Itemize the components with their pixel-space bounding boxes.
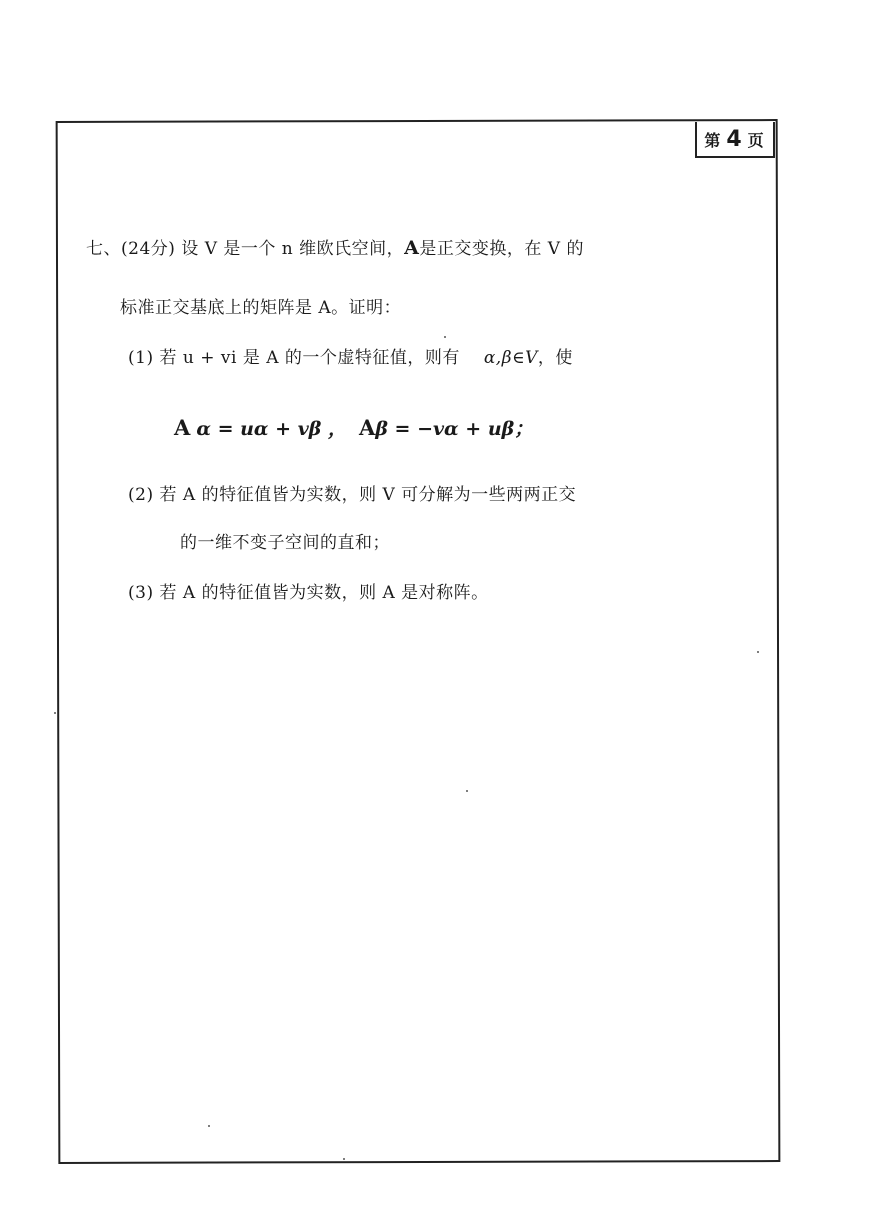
scan-speck	[757, 651, 759, 653]
page-suffix: 页	[747, 130, 766, 150]
formula-line	[174, 414, 533, 441]
page-number: 4	[726, 126, 744, 152]
part-1-line	[128, 343, 573, 368]
part-2-line-1: (2) 若 A 的特征值皆为实数，则 V 可分解为一些两两正交	[128, 485, 577, 505]
part-2-line-2: 的一维不变子空间的直和；	[180, 533, 390, 553]
scan-speck	[208, 1125, 210, 1127]
part-1-text: (1) 若 u + vi 是 A 的一个虚特征值，则有	[128, 348, 460, 368]
scan-speck	[54, 712, 56, 714]
transform-symbol: A	[404, 237, 420, 259]
formula-eq-2: β = −vα + uβ；	[375, 418, 534, 440]
page-border	[56, 119, 781, 1164]
part-1-tail: ，使	[537, 348, 573, 368]
formula-A-2: A	[359, 415, 376, 440]
formula-eq-1: α = uα + vβ ，	[196, 418, 347, 440]
formula-A-1: A	[174, 415, 191, 440]
part-1-math: α,β∈V	[483, 348, 538, 368]
problem-line-1	[86, 234, 584, 259]
part-3-line: (3) 若 A 的特征值皆为实数，则 A 是对称阵。	[128, 583, 489, 603]
page-number-box	[695, 122, 775, 158]
scan-speck	[466, 790, 468, 792]
problem-intro: 七、(24分) 设 V 是一个 n 维欧氏空间，	[86, 239, 405, 259]
problem-intro-rest: 是正交变换，在 V 的	[419, 239, 584, 259]
page-prefix: 第	[704, 130, 723, 150]
scan-speck	[444, 336, 446, 338]
scan-speck	[343, 1158, 345, 1160]
problem-line-2: 标准正交基底上的矩阵是 A。证明：	[120, 298, 402, 318]
